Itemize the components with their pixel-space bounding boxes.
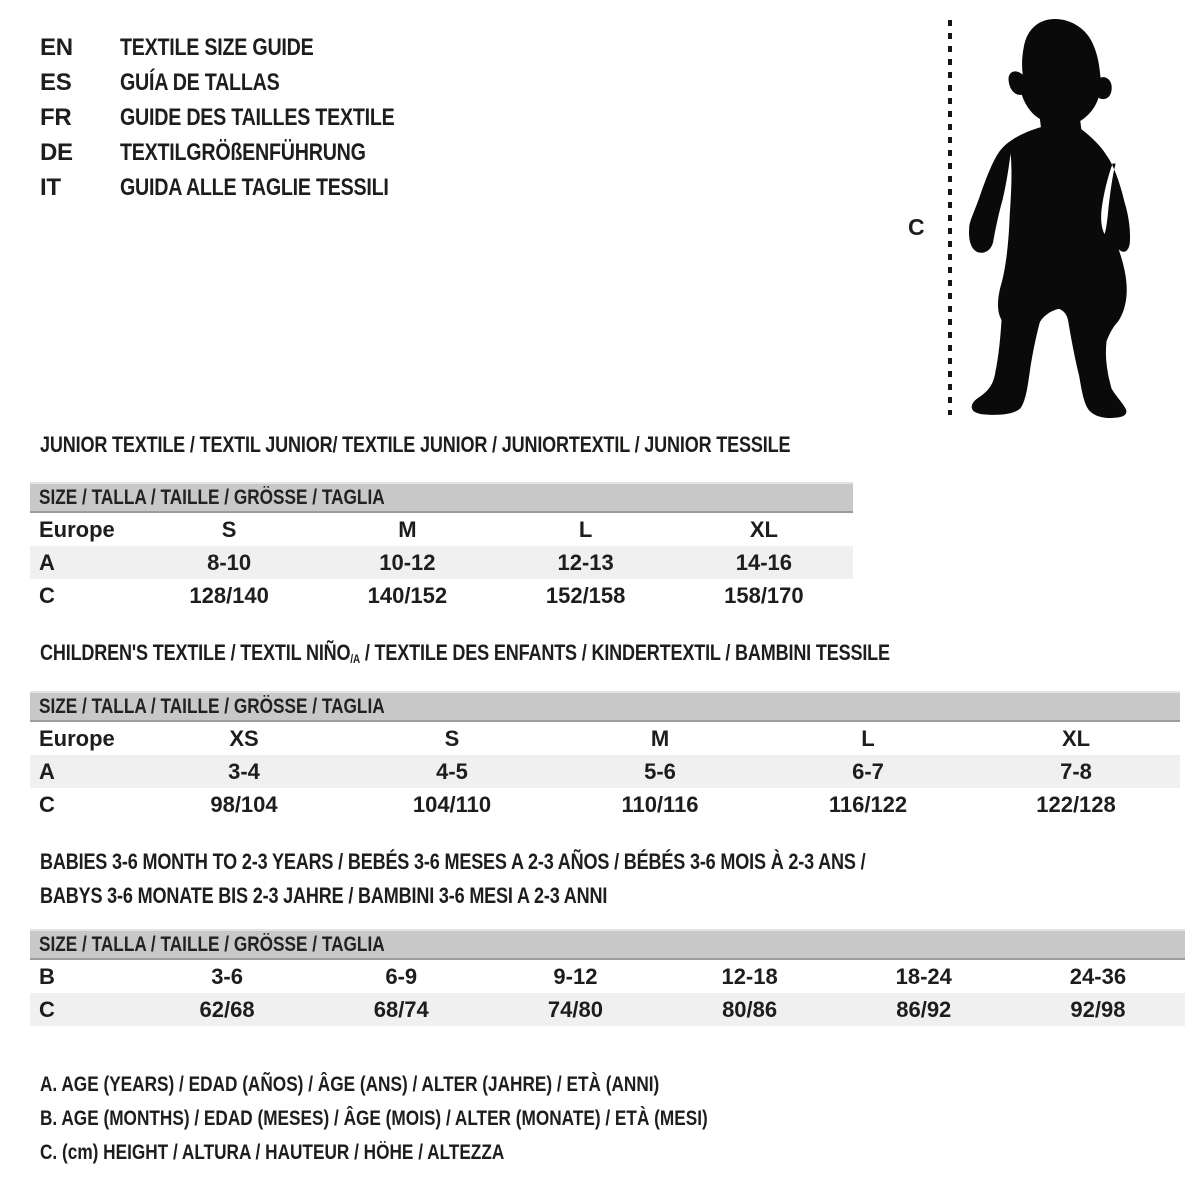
age-cell: 12-13 bbox=[557, 549, 614, 575]
language-code: ES bbox=[40, 68, 72, 96]
size-cell: XL bbox=[749, 516, 778, 542]
language-row-es bbox=[40, 65, 455, 100]
language-label: TEXTILGRÖßENFÜHRUNG bbox=[120, 138, 366, 166]
junior-section-title: JUNIOR TEXTILE / TEXTIL JUNIOR/ TEXTILE JUNIOR / JUNIORTEXTIL / JUNIOR TESSILE bbox=[40, 432, 791, 457]
language-title-list bbox=[40, 30, 455, 205]
junior-size-table bbox=[30, 482, 853, 612]
age-cell: 18-24 bbox=[895, 963, 952, 989]
toddler-silhouette bbox=[956, 16, 1144, 420]
babies-section-title bbox=[40, 845, 1047, 913]
age-cell: 3-6 bbox=[211, 963, 243, 989]
babies-size-table bbox=[30, 929, 1185, 1026]
babies-title-line1: BABIES 3-6 MONTH TO 2-3 YEARS / BEBÉS 3-6 MESES A 2-3 AÑOS / BÉBÉS 3-6 MOIS À 2-3 ANS / bbox=[40, 849, 866, 874]
height-cell: 158/170 bbox=[724, 582, 804, 608]
age-cell: 6-9 bbox=[385, 963, 418, 989]
size-cell: XL bbox=[1061, 725, 1091, 751]
language-code: FR bbox=[40, 103, 72, 131]
children-section-title: CHILDREN'S TEXTILE / TEXTIL NIÑO/A / TEXTILE DES ENFANTS / KINDERTEXTIL / BAMBINI TESSILE bbox=[40, 640, 890, 666]
table-row-age-years bbox=[30, 546, 853, 579]
size-cell: L bbox=[578, 516, 593, 542]
age-cell: 10-12 bbox=[379, 549, 436, 575]
language-code: IT bbox=[40, 173, 61, 201]
height-cell: 98/104 bbox=[210, 791, 278, 817]
size-cell: M bbox=[650, 725, 670, 751]
row-label: C bbox=[39, 996, 55, 1022]
measure-legend bbox=[40, 1068, 854, 1170]
legend-line-c: C. (cm) HEIGHT / ALTURA / HAUTEUR / HÖHE / ALTEZZA bbox=[40, 1141, 505, 1164]
size-cell: M bbox=[398, 516, 417, 542]
table-row-age-months bbox=[30, 960, 1185, 993]
height-cell: 140/152 bbox=[367, 582, 448, 608]
table-row-height-cm bbox=[30, 993, 1185, 1026]
height-cell: 86/92 bbox=[896, 996, 952, 1022]
row-label: C bbox=[39, 582, 55, 608]
language-code: DE bbox=[40, 138, 73, 166]
table-row-height-cm bbox=[30, 788, 1180, 821]
size-cell: XS bbox=[229, 725, 259, 751]
legend-line-b: B. AGE (MONTHS) / EDAD (MESES) / ÂGE (MOIS) / ALTER (MONATE) / ETÀ (MESI) bbox=[40, 1107, 708, 1130]
height-cell: 116/122 bbox=[828, 791, 908, 817]
legend-line-a: A. AGE (YEARS) / EDAD (AÑOS) / ÂGE (ANS) / ALTER (JAHRE) / ETÀ (ANNI) bbox=[40, 1073, 660, 1096]
children-size-table bbox=[30, 691, 1180, 821]
height-measure-label: C bbox=[908, 214, 925, 240]
table-row-age-years bbox=[30, 755, 1180, 788]
age-cell: 6-7 bbox=[852, 758, 884, 784]
age-cell: 14-16 bbox=[735, 549, 793, 575]
size-header-bar: SIZE / TALLA / TAILLE / GRÖSSE / TAGLIA bbox=[30, 691, 1180, 722]
height-cell: 74/80 bbox=[547, 996, 603, 1022]
babies-title-line2: BABYS 3-6 MONATE BIS 2-3 JAHRE / BAMBINI 3-6 MESI A 2-3 ANNI bbox=[40, 883, 608, 908]
row-label: A bbox=[39, 549, 55, 575]
row-label: Europe bbox=[39, 725, 115, 751]
language-label: GUIDE DES TAILLES TEXTILE bbox=[120, 103, 395, 131]
height-measure-dashed-line bbox=[948, 20, 952, 415]
height-cell: 68/74 bbox=[373, 996, 429, 1022]
table-row-europe bbox=[30, 722, 1180, 755]
size-cell: S bbox=[444, 725, 460, 751]
height-cell: 92/98 bbox=[1070, 996, 1126, 1022]
language-label: GUÍA DE TALLAS bbox=[120, 68, 280, 96]
age-cell: 24-36 bbox=[1069, 963, 1127, 989]
language-row-de bbox=[40, 135, 455, 170]
language-label: TEXTILE SIZE GUIDE bbox=[120, 33, 314, 61]
row-label: C bbox=[39, 791, 55, 817]
age-cell: 4-5 bbox=[436, 758, 468, 784]
age-cell: 12-18 bbox=[721, 963, 778, 989]
height-cell: 152/158 bbox=[545, 582, 626, 608]
language-row-en bbox=[40, 30, 455, 65]
height-cell: 110/116 bbox=[621, 791, 699, 817]
table-row-europe bbox=[30, 513, 853, 546]
language-code: EN bbox=[40, 33, 73, 61]
height-cell: 122/128 bbox=[1036, 791, 1116, 817]
height-cell: 128/140 bbox=[189, 582, 269, 608]
size-header-bar: SIZE / TALLA / TAILLE / GRÖSSE / TAGLIA bbox=[30, 929, 1185, 960]
age-cell: 5-6 bbox=[644, 758, 676, 784]
row-label: B bbox=[39, 963, 55, 989]
language-row-it bbox=[40, 170, 455, 205]
height-cell: 104/110 bbox=[412, 791, 492, 817]
row-label: Europe bbox=[39, 516, 115, 542]
size-cell: L bbox=[861, 725, 875, 751]
table-row-height-cm bbox=[30, 579, 853, 612]
language-row-fr bbox=[40, 100, 455, 135]
nino-a-subscript: /A bbox=[350, 651, 361, 666]
age-cell: 7-8 bbox=[1060, 758, 1092, 784]
size-header-bar: SIZE / TALLA / TAILLE / GRÖSSE / TAGLIA bbox=[30, 482, 853, 513]
age-cell: 3-4 bbox=[228, 758, 260, 784]
height-cell: 62/68 bbox=[199, 996, 255, 1022]
age-cell: 9-12 bbox=[553, 963, 598, 989]
row-label: A bbox=[39, 758, 55, 784]
age-cell: 8-10 bbox=[207, 549, 252, 575]
height-cell: 80/86 bbox=[722, 996, 778, 1022]
language-label: GUIDA ALLE TAGLIE TESSILI bbox=[120, 173, 389, 201]
size-cell: S bbox=[221, 516, 237, 542]
